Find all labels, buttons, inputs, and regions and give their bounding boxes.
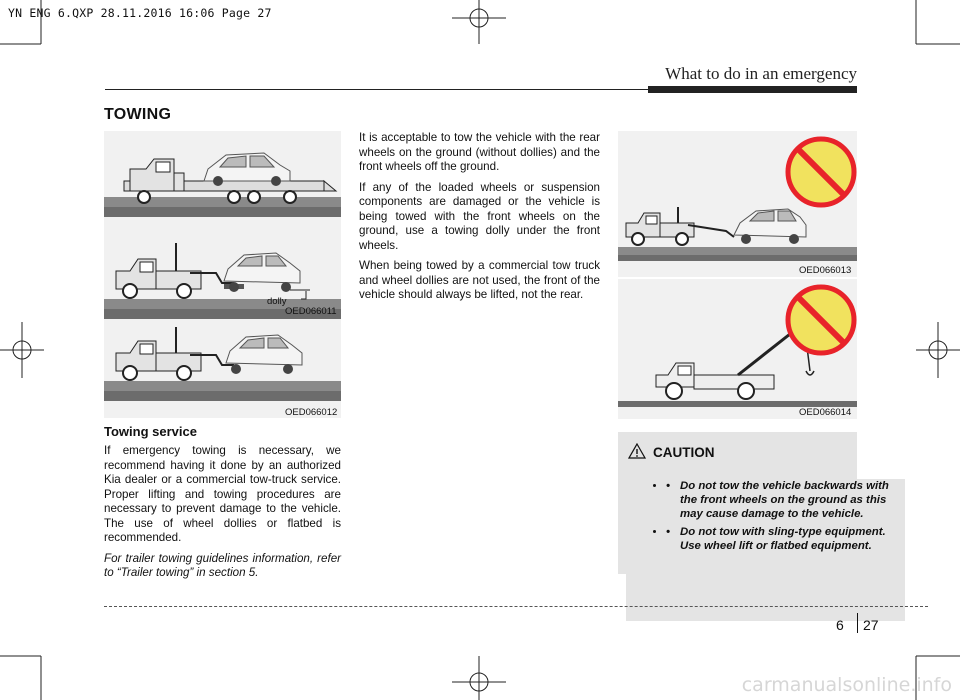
watermark: carmanualsonline.info: [741, 674, 952, 696]
caution-item: • • Do not tow with sling-type equipment. Use wheel lift or flatbed equipment.: [666, 525, 905, 553]
improper-towing-figure-bottom: [618, 279, 857, 419]
towing-service-heading: Towing service: [104, 424, 197, 439]
flatbed-truck-drawing: [104, 153, 341, 217]
dolly-label: dolly: [267, 296, 287, 307]
footer-rule: [104, 606, 928, 607]
running-header-title: What to do in an emergency: [665, 64, 857, 83]
page-number: 27: [863, 617, 879, 633]
middle-paragraph-1: It is acceptable to tow the vehicle with the rear wheels on the ground (without dollies) and the front wheels off the ground.: [359, 131, 600, 173]
page-divider: [857, 613, 858, 633]
middle-paragraph-2: If any of the loaded wheels or suspension components are damaged or the vehicle is being towed with the front wheels on the ground, use a towing dolly under the front wheels.: [359, 180, 600, 252]
towing-methods-illustration: [104, 131, 341, 418]
figure-code-oed066014: OED066014: [799, 407, 852, 418]
prohibited-icon: [788, 287, 854, 353]
towing-methods-figure: [104, 131, 341, 418]
caution-item: • • Do not tow the vehicle backwards with the front wheels on the ground as this may cause damage to the vehicle.: [666, 479, 905, 521]
figure-code-oed066013: OED066013: [799, 265, 852, 276]
towing-service-body: [104, 444, 341, 587]
improper-towing-illustration-bottom: [618, 279, 857, 419]
header-bar: [648, 86, 857, 93]
prohibited-icon: [788, 139, 854, 205]
improper-towing-illustration-top: [618, 131, 857, 277]
figure-code-oed066011: OED066011: [285, 306, 337, 317]
printer-slug: YN ENG 6.QXP 28.11.2016 16:06 Page 27: [8, 6, 272, 20]
middle-column-text: [359, 131, 600, 309]
improper-towing-figure-top: [618, 131, 857, 277]
warning-triangle-icon: [628, 443, 646, 459]
caution-item-text: Do not tow with sling-type equipment. Use wheel lift or flatbed equipment.: [680, 526, 886, 552]
caution-item-text: Do not tow the vehicle backwards with the front wheels on the ground as this may cause damage to the vehicle.: [680, 480, 889, 520]
wheel-lift-drawing: [104, 327, 341, 401]
caution-title: CAUTION: [653, 445, 715, 460]
chapter-number: 6: [836, 617, 844, 633]
trailer-towing-note: For trailer towing guidelines information, refer to “Trailer towing” in section 5.: [104, 551, 341, 579]
figure-code-oed066012: OED066012: [285, 407, 338, 418]
section-heading: TOWING: [104, 106, 172, 123]
towing-service-paragraph: If emergency towing is necessary, we recommend having it done by an authorized Kia dealer or a commercial tow-truck service. Proper lifting and towing procedures are necessary to prevent damage to the vehicle. The use of wheel dollies or flatbed is recommended.: [104, 444, 341, 544]
middle-paragraph-3: When being towed by a commercial tow truck and wheel dollies are not used, the front of the vehicle should always be lifted, not the rear.: [359, 259, 600, 301]
